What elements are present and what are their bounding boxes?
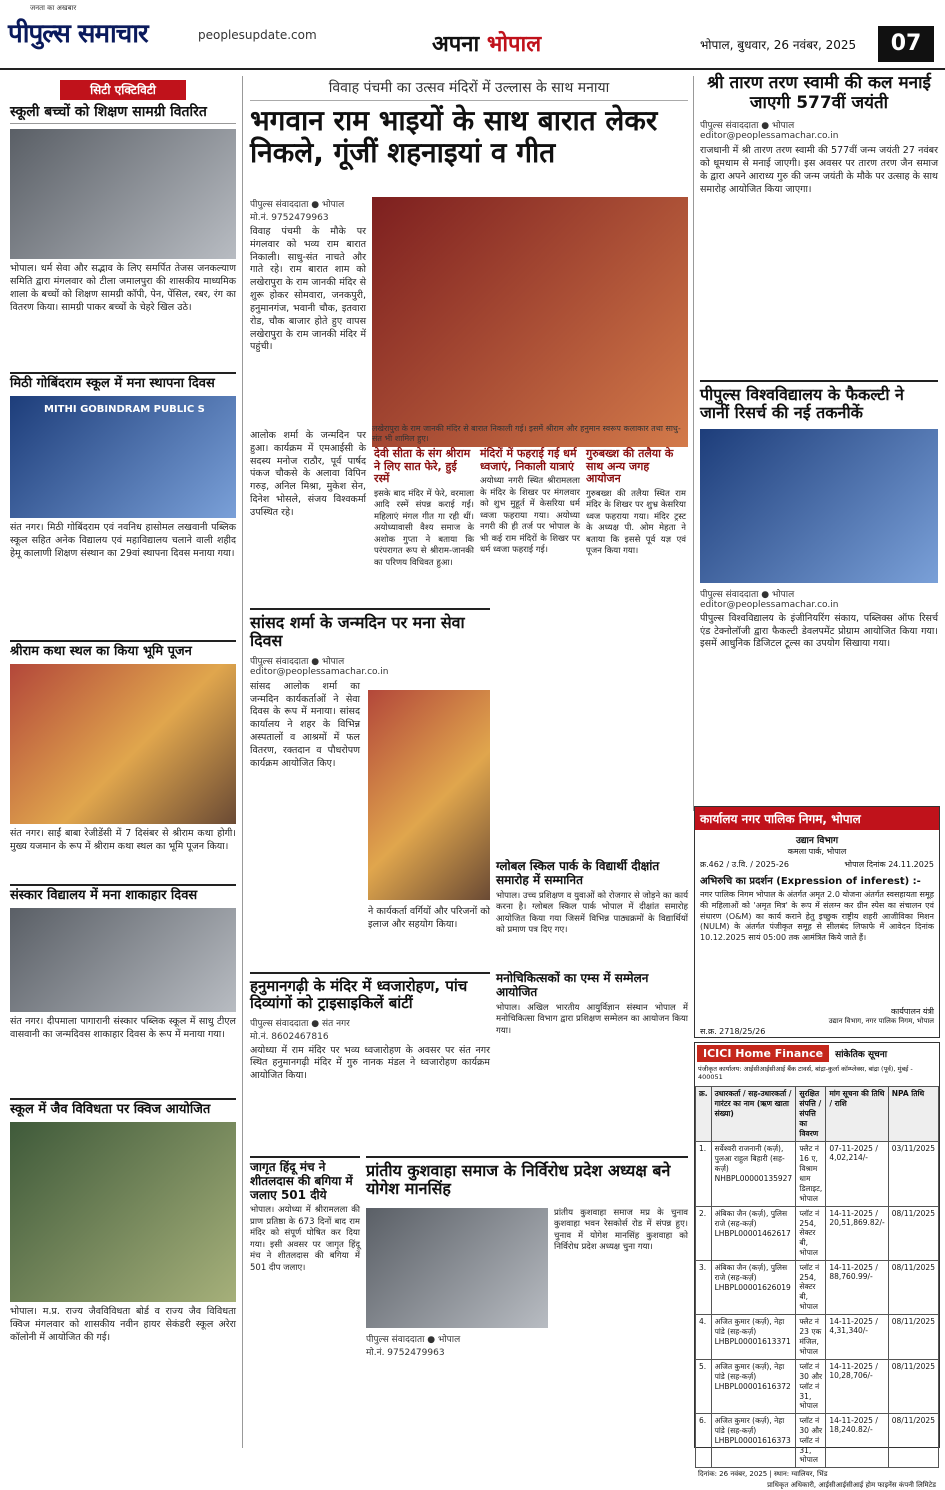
photo-children [10, 129, 236, 259]
byline-block [366, 1332, 548, 1358]
headline: मनोचिकित्सकों का एम्स में सम्मेलन आयोजित [496, 971, 649, 999]
table-cell: 4. [696, 1315, 712, 1360]
table-cell: अजित कुमार (कर्ज़), नेहा पांडे (सह-कर्ज़) LHBPL00001613371 [711, 1315, 796, 1360]
article-left-4 [10, 884, 236, 1094]
table-cell: प्लॉट नं 30 और प्लॉट नं 31, भोपाल [796, 1360, 826, 1414]
table-cell: अंबिका जैन (कर्ज़), पुलिस राजे (सह-कर्ज़) LHBPL00001626019 [711, 1261, 796, 1315]
table-cell: प्लॉट नं 30 और प्लॉट नं 31, भोपाल [796, 1414, 826, 1468]
headline: स्कूली बच्चों को शिक्षण सामग्री वितरित [10, 104, 236, 124]
notice-dept-sub: कमला पार्क, भोपाल [787, 847, 847, 856]
auction-column-header: सुरक्षित संपत्ति / संपत्ति का विवरण [796, 1087, 826, 1142]
article-body: पीपुल्स विश्वविद्यालय के इंजीनियरिंग संकाय, पब्लिक्स ऑफ रिसर्च एंड टेक्नोलॉजी द्वारा फैकल्टी डेवलपमेंट प्रोग्राम आयोजित किया गया। इसमें आधुनिक डिजिटल टूल्स का उपयोग सिखाया गया। [700, 612, 938, 650]
photo-kushwaha [366, 1208, 548, 1328]
article-body: संत नगर। साईं बाबा रेजीडेंसी में 7 दिसंबर से श्रीराम कथा होगी। मुख्य यजमान के रूप में श्रीराम कथा स्थल का भूमि पूजन किया। [10, 827, 236, 852]
article-peoples-university [700, 380, 938, 800]
article-body: भोपाल। उच्च प्रशिक्षण व युवाओं को रोजगार से जोड़ने का कार्य करना है। ग्लोबल स्किल पार्क भोपाल में दीक्षांत समारोह आयोजित किया गया जिसमें विभिन्न पाठ्यक्रमों के विद्यार्थियों को प्रमाण पत्र दिए गए। [496, 890, 688, 935]
headline: श्रीराम कथा स्थल का किया भूमि पूजन [10, 640, 236, 660]
table-cell: 03/11/2025 [888, 1142, 938, 1207]
notice-ref-row [695, 857, 939, 872]
article-body: भोपाल। अयोध्या में श्रीरामलला की प्राण प्रतिष्ठा के 673 दिनों बाद राम मंदिर को संपूर्ण घोषित कर दिया गया। इसी अवसर पर जागृत हिंदू मंच ने शीतलदास की बगिया में 501 दीप जलाए। [250, 1205, 360, 1273]
table-cell: 07-11-2025 / 4,02,214/- [826, 1142, 888, 1207]
byline: पीपुल्स संवाददाता ● भोपाल [700, 589, 795, 600]
table-cell: 14-11-2025 / 18,240.82/- [826, 1414, 888, 1468]
headline: संस्कार विद्यालय में मना शाकाहार दिवस [10, 884, 236, 904]
article-body: गुरुबख्श की तलैया स्थित राम मंदिर के शिखर पर शुभ्र केसरिया ध्वज फहराया गया। मंदिर ट्रस्ट के अध्यक्ष पी. ओम मेहता ने बताया कि इससे पूर्व यज्ञ एवं पूजन किया गया। [586, 488, 686, 557]
article-body: सांसद आलोक शर्मा का जन्मदिन कार्यकर्ताओं ने सेवा दिवस के रूप में मनाया। सांसद कार्यालय ने शहर के विभिन्न अस्पतालों व आश्रमों में फल वितरण, रक्तदान व पौधरोपण कार्यक्रम आयोजित किए। [250, 680, 360, 769]
article-aiims [496, 972, 688, 1152]
lead-headline: भगवान राम भाइयों के साथ बारात लेकर निकले, गूंजीं शहनाइयां व गीत [250, 104, 658, 170]
auction-column-header: मांग सूचना की तिथि / राशि [826, 1087, 888, 1142]
article-body: संत नगर। मिठी गोबिंदराम एवं नवनिध हासोमल लखवानी पब्लिक स्कूल सहित अनेक विद्यालय एवं महाविद्यालय चलाने वाली शहीद हेमू कालाणी शिक्षण संस्थान का 29वां स्थापना दिवस मनाया गया। [10, 521, 236, 559]
headline: ग्लोबल स्किल पार्क के विद्यार्थी दीक्षांत समारोह में सम्मानित [496, 859, 660, 887]
article-kushwaha [366, 1156, 688, 1448]
article-body: ने कार्यकर्ता वर्गियों और परिजनों को इलाज और सहयोग किया। [368, 906, 490, 930]
photo-caption: लखेरापुरा के राम जानकी मंदिर से बारात निकाली गई। इसमें श्रीराम और हनुमान स्वरूप कलाकार तथा साधु-संत भी शामिल हुए। [372, 424, 681, 444]
table-cell: प्लॉट नं 254, सेक्टर बी, भोपाल [796, 1207, 826, 1261]
email[interactable]: editor@peoplessamachar.co.in [250, 666, 389, 677]
article-body: संत नगर। दीपमाला पागारानी संस्कार पब्लिक स्कूल में साधु टीएल वासवानी का जन्मदिवस शाकाहार दिवस के रूप में मनाया गया। [10, 1015, 236, 1040]
table-cell: 08/11/2025 [888, 1207, 938, 1261]
photo-vegetarian-day [10, 908, 236, 1012]
auction-footer: दिनांक: 26 नवंबर, 2025 | स्थान: ग्वालियर, भिंड [698, 1470, 828, 1478]
article-left-2 [10, 372, 236, 634]
table-cell: फ्लैट नं 23 एक मंजिल, भोपाल [796, 1315, 826, 1360]
mobile-number: मो.नं. 9752479963 [250, 213, 329, 223]
article-body: आलोक शर्मा के जन्मदिन पर हुआ। कार्यक्रम में एमआईसी के सदस्य मनोज राठौर, पूर्व पार्षद पंकज चौकसे के अलावा विपिन गरुड़, अनिल मिश्रा, मुकेश सेन, दिनेश भोसले, संजय विश्वकर्मा उपस्थित रहे। [250, 430, 366, 518]
notice-heading: अभिरुचि का प्रदर्शन (Expression of inferest) :- [700, 876, 921, 887]
sub-story-3 [586, 448, 686, 658]
photo-ram-barat [372, 197, 688, 447]
byline: पीपुल्स संवाददाता ● भोपाल [700, 121, 795, 132]
table-cell: 2. [696, 1207, 712, 1261]
notice-signature-sub: उद्यान विभाग, नगर पालिक निगम, भोपाल [828, 1017, 934, 1025]
article-body: राजधानी में श्री तारण तरण स्वामी की 577वीं जन्म जयंती 27 नवंबर को धूमधाम से मनाई जाएगी। इस अवसर पर तारण तरण जैन समाज के द्वारा अपने आराध्य गुरु की जन्म जयंती के मौके पर उत्साह के साथ समारोह आयोजित किया जाएगा। [700, 145, 938, 195]
website-link[interactable]: peoplesupdate.com [198, 28, 317, 42]
byline: पीपुल्स संवाददाता ● भोपाल [250, 656, 345, 667]
mobile-number: मो.नं. 9752479963 [366, 1348, 445, 1358]
auction-notice [694, 1042, 940, 1489]
byline: पीपुल्स संवाददाता ● संत नगर [250, 1018, 350, 1029]
article-body: अयोध्या नगरी स्थित श्रीरामलला के मंदिर के शिखर पर मंगलवार को शुभ मुहूर्त में केसरिया धर्म ध्वजा फहराया गया। अयोध्या नगरी की ही तर्ज पर भोपाल के भी कई राम मंदिरों के शिखर पर धर्म ध्वजा फहराई गई। [480, 476, 580, 556]
logo-tagline: जनता का अखबार [30, 4, 77, 12]
table-cell: फ्लैट नं 16 ए, विश्राम धाम डिलाइट, भोपाल [796, 1142, 826, 1207]
notice-body: नगर पालिक निगम भोपाल के अंतर्गत अमृत 2.0 योजना अंतर्गत स्वसहायता समूह की महिलाओं को 'अमृत मित्र' के रूप में संलग्न कर ग्रीन स्पेस का संचालन एवं संधारण (O&M) का कार्य कराने हेतु इच्छुक राष्ट्रीय शहरी आजीविका मिशन (NULM) के अंतर्गत पंजीकृत समूह से सीलबंद लिफाफे में आवेदन दिनांक 10.12.2025 सायं 05:00 तक आमंत्रित किये जाते हैं। [700, 890, 934, 943]
article-body: भोपाल। म.प्र. राज्य जैवविविधता बोर्ड व राज्य जैव विविधता क्विज मंगलवार को शासकीय नवीन हायर सेकंडरी स्कूल अरेरा कॉलोनी में आयोजित की गई। [10, 1305, 236, 1343]
masthead [0, 0, 945, 70]
photo-school-stage [10, 396, 236, 518]
auction-column-header: क्र. [696, 1087, 712, 1142]
photo-faculty [700, 429, 938, 583]
table-cell: अंबिका जैन (कर्ज़), पुलिस राजे (सह-कर्ज़) LHBPL00001462617 [711, 1207, 796, 1261]
article-body: भोपाल। अखिल भारतीय आयुर्विज्ञान संस्थान भोपाल में मनोचिकित्सा विभाग द्वारा प्रशिक्षण सम्मेलन का आयोजन किया गया। [496, 1002, 688, 1036]
headline: श्री तारण तरण स्वामी की कल मनाई जाएगी 577वीं जयंती [707, 73, 931, 113]
byline: पीपुल्स संवाददाता ● भोपाल [366, 1335, 461, 1345]
page-number: 07 [878, 26, 934, 62]
kicker: विवाह पंचमी का उत्सव मंदिरों में उल्लास के साथ मनाया [250, 78, 688, 101]
headline: स्कूल में जैव विविधता पर क्विज आयोजित [10, 1098, 236, 1118]
table-cell: अजित कुमार (कर्ज़), नेहा पांडे (सह-कर्ज़) LHBPL00001616373 [711, 1414, 796, 1468]
article-mp-birthday [250, 608, 490, 968]
notice-ro: स.क्र. 2718/25/26 [700, 1027, 766, 1036]
headline: पीपुल्स विश्वविद्यालय के फैकल्टी ने जानीं रिसर्च की नई तकनीकें [700, 385, 904, 423]
headline: जागृत हिंदू मंच ने शीतलदास की बगिया में जलाए 501 दीये [250, 1160, 353, 1202]
column-divider [693, 76, 694, 811]
section-tag: सिटी एक्टिविटी [60, 80, 186, 100]
article-left-1 [10, 104, 236, 368]
auction-header-text: पंजीकृत कार्यालय: आईसीआईसीआई बैंक टावर्स, बांद्रा-कुर्ला कॉम्प्लेक्स, बांद्रा (पूर्व), मुंबई - 400051 [698, 1065, 913, 1082]
notice-title: कार्यालय नगर पालिक निगम, भोपाल [695, 807, 939, 830]
article-body: इसके बाद मंदिर में फेरे, वरमाला आदि रस्में संपन्न कराई गईं। महिलाएं मंगल गीत गा रही थीं। अयोध्यावासी वैश्य समाज के अशोक गुप्ता ने बताया कि परंपरागत रूप से श्रीराम-जानकी का परिणय विधिवत हुआ। [374, 488, 474, 568]
headline: प्रांतीय कुशवाहा समाज के निर्विरोध प्रदेश अध्यक्ष बने योगेश मानसिंह [366, 1161, 671, 1199]
photo-mp-birthday [368, 690, 490, 900]
headline: हनुमानगढ़ी के मंदिर में ध्वजारोहण, पांच दिव्यांगों को ट्राइसाइकिलें बांटीं [250, 977, 468, 1013]
article-body: प्रांतीय कुशवाहा समाज मप्र के चुनाव कुशवाहा भवन रेसकोर्स रोड में संपन्न हुए। चुनाव में योगेश मानसिंह कुशवाहा को निर्विरोध प्रदेश अध्यक्ष चुना गया। [554, 1208, 688, 1253]
table-cell: 08/11/2025 [888, 1360, 938, 1414]
subhead: देवी सीता के संग श्रीराम ने लिए सात फेरे, हुई रस्में [374, 447, 471, 486]
section-title: अपना भोपाल [432, 32, 542, 57]
auction-signatory: प्राधिकृत अधिकारी, आईसीआईसीआई होम फाइनेंस कंपनी लिमिटेड [767, 1481, 936, 1489]
stage-banner: MITHI GOBINDRAM PUBLIC S [44, 403, 205, 415]
table-cell: 1. [696, 1142, 712, 1207]
photo-bhoomi-pujan [10, 664, 236, 824]
photo-quiz-students [10, 1122, 236, 1302]
article-body: भोपाल। धर्म सेवा और सद्भाव के लिए समर्पित तेजस जनकल्याण समिति द्वारा मंगलवार को टीला जमालपुरा की शासकीय माध्यमिक शाला के बच्चों को शिक्षण सामग्री कॉपी, पेन, पेंसिल, रबर, रंग का वितरण किया। सामग्री पाकर बच्चों के चेहरे खिल उठे। [10, 263, 236, 313]
subhead: मंदिरों में फहराई गई धर्म ध्वजाएं, निकाली यात्राएं [480, 447, 577, 473]
notice-signature: कार्यपालन यंत्री [890, 1007, 934, 1016]
table-cell: सर्वेश्वरी राजनानी (कर्ज़), पुलआ राहुल बिहारी (सह-कर्ज़) NHBPL00000135927 [711, 1142, 796, 1207]
table-cell: 08/11/2025 [888, 1315, 938, 1360]
column-divider [242, 76, 243, 1448]
auction-header [695, 1043, 939, 1064]
table-cell: 08/11/2025 [888, 1414, 938, 1468]
article-jagrit-hindu [250, 1156, 360, 1448]
notice-ref: क्र.462 / उ.वि. / 2025-26 [700, 860, 789, 869]
article-body: अयोध्या में राम मंदिर पर भव्य ध्वजारोहण के अवसर पर संत नगर स्थित हनुमानगढ़ी मंदिर में गुरु नानक मंडल ने ध्वजारोहण कार्यक्रम आयोजित किया। [250, 1044, 490, 1082]
table-row [696, 1315, 939, 1360]
table-cell: 14-11-2025 / 20,51,869.82/- [826, 1207, 888, 1261]
table-row [696, 1142, 939, 1207]
newspaper-logo[interactable]: पीपुल्स समाचार [8, 19, 148, 49]
lead-text-col [250, 197, 366, 441]
article-left-5 [10, 1098, 236, 1448]
table-row [696, 1261, 939, 1315]
notice-date: भोपाल दिनांक 24.11.2025 [844, 860, 934, 869]
icici-logo: ICICI Home Finance [697, 1045, 829, 1062]
table-row [696, 1414, 939, 1468]
email[interactable]: editor@peoplessamachar.co.in [700, 599, 839, 610]
table-cell: 08/11/2025 [888, 1261, 938, 1315]
headline: सांसद शर्मा के जन्मदिन पर मना सेवा दिवस [250, 613, 465, 651]
auction-table [695, 1086, 939, 1468]
table-cell: अजित कुमार (कर्ज़), नेहा पांडे (सह-कर्ज़) LHBPL00001616372 [711, 1360, 796, 1414]
headline: मिठी गोबिंदराम स्कूल में मना स्थापना दिवस [10, 372, 236, 392]
table-row [696, 1207, 939, 1261]
table-row [696, 1360, 939, 1414]
auction-table-header [696, 1087, 939, 1142]
table-cell: प्लॉट नं 254, सेक्टर बी, भोपाल [796, 1261, 826, 1315]
table-cell: 6. [696, 1414, 712, 1468]
article-hanumangarhi [250, 972, 490, 1152]
sub-story-2 [480, 448, 580, 658]
table-cell: 3. [696, 1261, 712, 1315]
article-taran-taran [700, 74, 938, 374]
article-left-3 [10, 640, 236, 880]
municipal-notice [694, 806, 940, 1038]
table-cell: 14-11-2025 / 4,31,340/- [826, 1315, 888, 1360]
byline: पीपुल्स संवाददाता ● भोपाल [250, 200, 345, 210]
notice-dept: उद्यान विभाग [795, 836, 839, 846]
mobile-number: मो.नं. 8602467816 [250, 1031, 329, 1042]
auction-title: सांकेतिक सूचना [835, 1050, 888, 1060]
table-cell: 14-11-2025 / 88,760.99/- [826, 1261, 888, 1315]
table-cell: 14-11-2025 / 10,28,706/- [826, 1360, 888, 1414]
article-skill-park [496, 860, 688, 970]
dateline: भोपाल, बुधवार, 26 नवंबर, 2025 [700, 38, 857, 52]
article-body: विवाह पंचमी के मौके पर मंगलवार को भव्य राम बारात निकाली। साधु-संत नाचते और गाते रहे। राम बारात शाम को लखेरापुरा के राम जानकी मंदिर से शुरू होकर सोमवारा, जनकपुरी, हनुमानगंज, भवानी चौक, इतवारा रोड, चौक बाजार होते हुए वापस लखेरापुरा के राम जानकी मंदिर में पहुंची। [250, 226, 366, 353]
auction-column-header: उधारकर्ता / सह-उधारकर्ता / गारंटर का नाम (ऋण खाता संख्या) [711, 1087, 796, 1142]
subhead: गुरुबख्श की तलैया के साथ अन्य जगह आयोजन [586, 447, 674, 486]
email[interactable]: editor@peoplessamachar.co.in [700, 131, 839, 142]
auction-column-header: NPA तिथि [888, 1087, 938, 1142]
table-cell: 5. [696, 1360, 712, 1414]
